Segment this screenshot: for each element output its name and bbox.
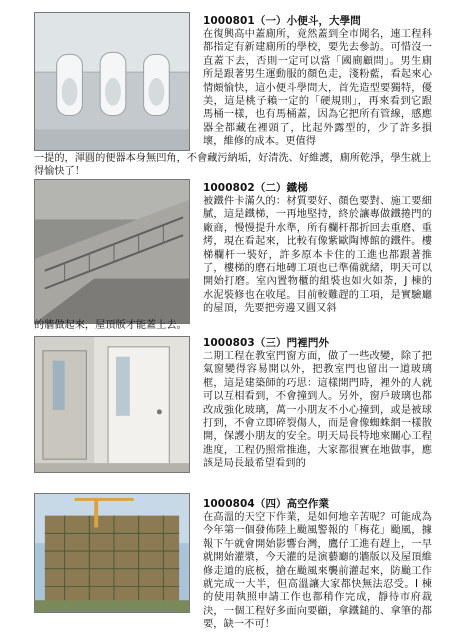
- entry-2-body: 被鐵件卡滿久的：材質要好、顏色要對、施工要細膩，這是鐵梯，一再地堅持，終於讓專做鐵捲門的廠商，慢慢提升水準，所有欄杆都折回去重磨、重烤，現在看起來，比較有像紫歐陶博館的鐵件。樓梯欄杆一裝好，許多原本卡住的工進也都跟著推了，樓梯的磨石地磚工項也已準備就緒，明天可以開始打磨。室內置物櫃的組裝也如火如荼，J 棟的水泥裝修也在收尾。目前較難趕的工項，是實驗廳的屋頂，先要把旁邊又圓又斜: [203, 196, 432, 315]
- entry-1-title: 1000801（一）小便斗，大學問: [203, 15, 361, 27]
- entry-1-text: [203, 14, 432, 149]
- entry-1-body: 在復興高中蓋廁所，竟然蓋到全市聞名，連工程科都指定有新建廁所的學校，要先去參訪。可惜沒一直蓋下去，否則一定可以當「國廁顧問」。男生廁所是跟著男生運動服的顏色走，淺粉藍，看起來心情頗愉快，這小便斗學問大，首先造型要獨特，優美，這是桃子賴一定的「硬規則」，再來看到它跟馬桶一樣，也有馬桶蓋，因為它把所有管線，感應器全都藏在裡頭了，比起外露型的，少了許多損壞，維修的成本。更值得: [203, 29, 432, 148]
- entry-4-title: 1000804（四）高空作業: [203, 498, 330, 510]
- staircase-photo: [34, 179, 190, 324]
- urinal-photo: [34, 12, 190, 151]
- classroom-door-photo: [34, 336, 190, 473]
- entry-1-continuation: 一提的，渾圓的便器本身無凹角，不會藏污納垢，好清洗、好維護，廁所乾淨，學生就上得愉快了！: [34, 153, 432, 178]
- entry-3-body: 二期工程在教室門窗方面，做了一些改變，除了把氣窗變得容易開以外，把教室門也留出一道玻璃框，這是建築師的巧思：這樣開門時，裡外的人就可以互相看到，不會撞到人。另外，窗戶玻璃也都改成強化玻璃，萬一小朋友不小心撞到，或是被球打到，不會立即碎裂傷人，而是會像蜘蛛網一樣散開，保護小朋友的安全。明天局長特地來關心工程進度，工程仍照常推進，大家都很實在地做事，應該是局長最希望看到的: [203, 351, 432, 470]
- entry-2-title: 1000802（二）鐵梯: [203, 182, 308, 194]
- scaffolding-photo: [34, 493, 190, 613]
- entry-3-text: [203, 336, 432, 471]
- entry-4-text: [203, 497, 432, 632]
- entry-2-continuation: 的牆做起來，屋頂版才能蓋上去。: [34, 320, 187, 331]
- entry-4-body: 在高溫的天空下作業，是如何地辛苦呢？可能成為今年第一個發佈陸上颱風警報的「梅花」颱風，據報下午就會開始影響台灣，鷹仔工進有趕上，一早就開始灌漿，今天灌的是演藝廳的牆版以及屋頂維修走道的底板，搶在颱風來襲前灌起來，防颱工作就完成一大半，但高溫讓大家都快無法忍受。I 棟的使用執照申請工作也都稍作完成，靜待市府裁決，一個工程好多面向要顧，拿鐵鎚的、拿筆的都要，缺一不可！: [203, 512, 432, 631]
- entry-2-text: [203, 181, 432, 316]
- entry-3-title: 1000803（三）門裡門外: [203, 337, 330, 349]
